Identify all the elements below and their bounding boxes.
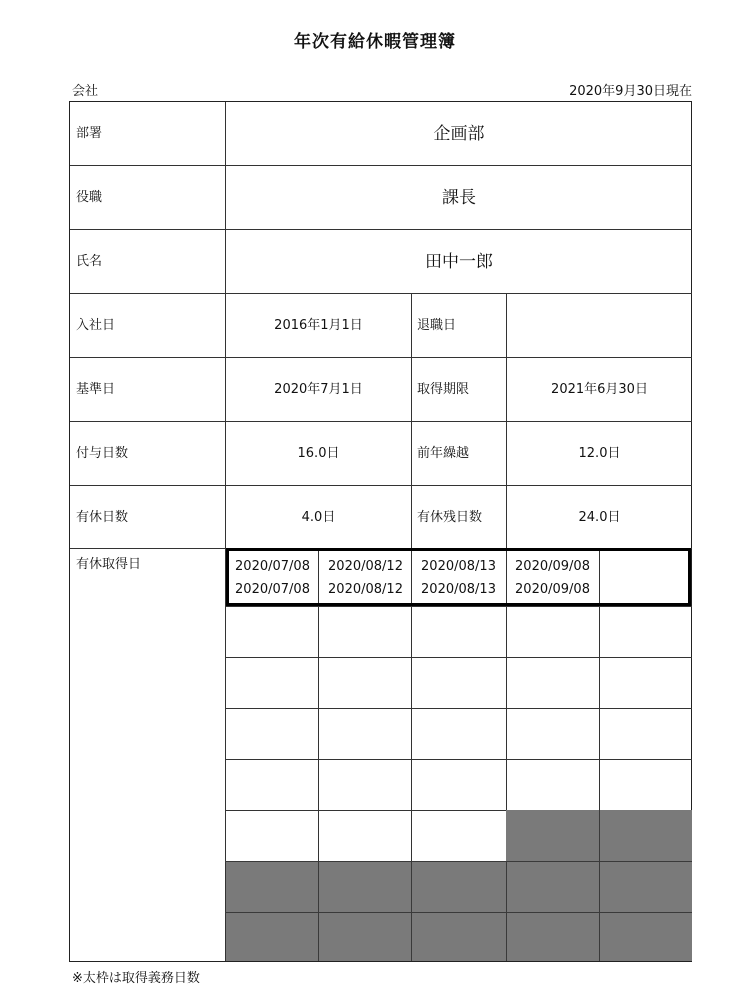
leave-date-start: 2020/07/08 bbox=[235, 559, 310, 574]
row-divider bbox=[70, 165, 692, 166]
row-divider bbox=[70, 293, 692, 294]
hire-date-label: 入社日 bbox=[76, 318, 116, 333]
company-label: 会社 bbox=[72, 84, 99, 99]
position-label: 役職 bbox=[76, 190, 103, 205]
name-value: 田中一郎 bbox=[425, 252, 493, 272]
grid-row-divider bbox=[225, 912, 692, 913]
used-days-value: 4.0日 bbox=[301, 510, 336, 525]
leave-date-start: 2020/08/12 bbox=[328, 559, 403, 574]
row-divider bbox=[70, 229, 692, 230]
carry-over-label: 前年繰越 bbox=[417, 446, 470, 461]
name-label: 氏名 bbox=[76, 254, 103, 269]
footnote: ※太枠は取得義務日数 bbox=[72, 971, 200, 986]
shaded-cell bbox=[226, 861, 692, 961]
deadline-value: 2021年6月30日 bbox=[551, 382, 648, 397]
grid-row-divider bbox=[225, 606, 692, 607]
leave-date-start: 2020/08/13 bbox=[421, 559, 496, 574]
grid-column-divider bbox=[318, 861, 319, 961]
granted-days-label: 付与日数 bbox=[76, 446, 129, 461]
base-date-value: 2020年7月1日 bbox=[274, 382, 363, 397]
as-of-date: 2020年9月30日現在 bbox=[569, 84, 692, 99]
leave-dates-label: 有休取得日 bbox=[76, 557, 142, 572]
base-date-label: 基準日 bbox=[76, 382, 116, 397]
remaining-days-label: 有休残日数 bbox=[417, 510, 483, 525]
row-divider bbox=[70, 357, 692, 358]
leave-date-end: 2020/07/08 bbox=[235, 582, 310, 597]
hire-date-value: 2016年1月1日 bbox=[274, 318, 363, 333]
granted-days-value: 16.0日 bbox=[297, 446, 340, 461]
label-column-divider bbox=[225, 102, 226, 961]
row-divider bbox=[70, 421, 692, 422]
department-label: 部署 bbox=[76, 126, 103, 141]
remaining-days-value: 24.0日 bbox=[578, 510, 621, 525]
leave-date-start: 2020/09/08 bbox=[515, 559, 590, 574]
leave-date-end: 2020/08/12 bbox=[328, 582, 403, 597]
position-value: 課長 bbox=[442, 188, 476, 208]
grid-column-divider bbox=[506, 861, 507, 961]
retire-date-label: 退職日 bbox=[417, 318, 457, 333]
grid-row-divider bbox=[225, 759, 692, 760]
grid-column-divider bbox=[599, 810, 600, 961]
grid-row-divider bbox=[225, 861, 692, 862]
grid-column-divider bbox=[411, 861, 412, 961]
column-divider bbox=[411, 293, 412, 548]
used-days-label: 有休日数 bbox=[76, 510, 129, 525]
page-title: 年次有給休暇管理簿 bbox=[294, 32, 456, 52]
leave-date-end: 2020/09/08 bbox=[515, 582, 590, 597]
carry-over-value: 12.0日 bbox=[578, 446, 621, 461]
row-divider bbox=[70, 485, 692, 486]
leave-register-table bbox=[69, 101, 692, 962]
department-value: 企画部 bbox=[433, 124, 485, 144]
grid-row-divider bbox=[225, 708, 692, 709]
deadline-label: 取得期限 bbox=[417, 382, 470, 397]
grid-row-divider bbox=[225, 657, 692, 658]
leave-date-end: 2020/08/13 bbox=[421, 582, 496, 597]
